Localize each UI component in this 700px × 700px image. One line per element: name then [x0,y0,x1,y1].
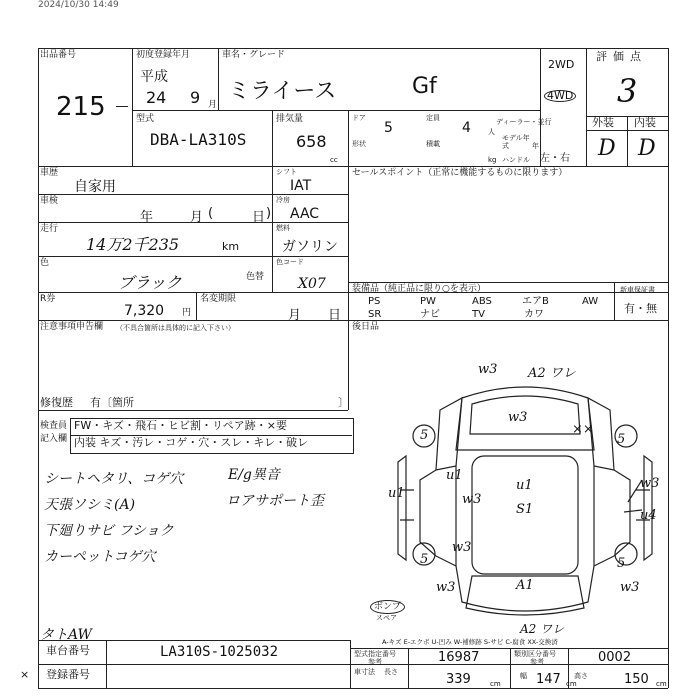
divider [348,110,349,166]
mark-w3-mid: w3 [462,492,482,507]
inspection-month: 月 [190,210,204,225]
color-change-label: 色替 [246,272,265,282]
notes-sub: （不具合箇所は具体的に記入下さい） [116,324,235,332]
history-value: 自家用 [74,179,116,195]
damage-legend: A-キズ E-エクボ U-凹み W-補修跡 S-サビ C-腐食 XX-交換済 [382,638,558,646]
inspection-close: ) [266,206,272,221]
mark-u1b: u1 [516,478,533,493]
displacement-value: 658 [296,132,327,151]
inspector-row-2: 内装 キズ・汚レ・コゲ・穴・スレ・キレ・破レ [74,436,309,449]
equip-aw: AW [582,296,599,307]
class-no-label: 類別区分番号 [514,650,556,658]
timestamp: 2024/10/30 14:49 [38,0,119,10]
dims-label: 車寸法 [354,668,375,676]
divider [132,48,133,166]
divider [132,110,540,111]
sales-point-label: セールスポイント（正常に機能するものに限ります） [352,168,568,178]
type-no-sub: 参考 [368,658,382,666]
divider [38,640,350,641]
recycle-value: 7,320 [124,303,165,319]
mark-bumper: ボンプ [370,600,405,614]
after-label: 後日品 [352,322,380,332]
width-unit: cm [566,680,577,688]
divider [510,648,511,688]
interior-grade: D [638,136,656,161]
mark-spare: スペア [376,614,397,622]
side-mark: × [20,668,30,681]
name-change-month: 月 [288,308,302,323]
divider [614,282,615,320]
name-change-day: 日 [328,308,342,323]
divider [350,648,668,649]
mark-u4: u4 [640,508,657,523]
handle-value: 左・右 [540,153,570,164]
divider [272,110,273,166]
width-label: 幅 [520,672,527,680]
exterior-label: 外装 [592,116,614,129]
model-value: DBA-LA310S [150,130,247,149]
interior-label: 内装 [634,116,656,129]
recycle-label: R券 [40,294,56,304]
mark-w3-hood: w3 [508,410,528,425]
equip-pw: PW [420,296,436,307]
divider [350,640,351,688]
left-border [38,48,39,688]
equipment-label: 装備品（純正品に限り○を表示） [352,284,486,294]
equip-airbag: エアB [522,296,549,307]
mark-s1: S1 [516,502,534,517]
length-unit: cm [490,680,501,688]
doors-label: ドア [352,114,366,122]
height-label: 高さ [574,672,588,680]
ac-label: 冷房 [276,196,290,204]
first-reg-year: 24 [146,88,167,107]
comment-1: シートヘタリ、コゲ穴 [44,471,184,487]
mark-w3-right: w3 [640,476,660,491]
shift-value: IAT [290,178,312,194]
color-code: X07 [298,276,326,292]
warranty-label: 新車保証書 [620,286,655,294]
chassis-label: 車台番号 [46,644,90,657]
mark-w3-br: w3 [620,580,640,595]
ac-value: AAC [290,206,320,222]
color-label: 色 [40,258,50,268]
divider [38,166,668,167]
mileage-value: 14万2千235 [86,235,180,254]
divider [586,48,587,166]
drive-4wd: 4WD [544,90,576,102]
lot-number: 215 [56,92,106,122]
mark-u1-left: u1 [388,486,405,501]
class-no-sub: 参考 [530,658,544,666]
kg-label: kg [488,156,497,164]
repair-close: 〕 [338,396,349,409]
displacement-label: 排気量 [276,114,304,124]
capacity-value: 4 [462,120,471,136]
shift-label: シフト [276,168,297,176]
lot-label: 出品番号 [40,50,77,60]
displacement-unit: cc [330,156,338,164]
comment-right-1: E/g異音 [228,467,280,483]
width-value: 147 [536,672,561,687]
divider [348,282,668,283]
divider [408,648,409,688]
comment-3: 下廻りサビ フショク [44,523,174,539]
inspection-open: ( [208,206,214,221]
evaluation-label: 評価点 [596,50,647,63]
comment-2: 天張ソシミ(A) [44,497,136,513]
first-reg-month: 9 [190,88,201,107]
equip-sr: SR [368,309,382,320]
length-value: 339 [446,672,471,687]
inspector-row-1: FW・キズ・飛石・ヒビ割・リペア跡・×要 [74,419,287,432]
car-grade: Gf [412,74,437,99]
shape-label: 形状 [352,140,366,148]
class-no-value: 0002 [598,650,632,665]
fuel-label: 燃料 [276,224,290,232]
divider [38,320,668,321]
mark-5c: 5 [420,552,429,567]
doors-value: 5 [384,120,393,136]
mark-5a: 5 [420,428,429,443]
color-code-label: 色コード [276,258,304,266]
year-unit: 年 [532,142,539,150]
mark-w3-low: w3 [452,540,472,555]
divider [348,166,349,320]
drive-2wd: 2WD [548,58,575,71]
divider [627,116,628,166]
mileage-label: 走行 [40,224,59,234]
color-value: ブラック [118,273,182,292]
inspection-year: 年 [140,210,154,225]
mark-w3-bl: w3 [436,580,456,595]
exterior-grade: D [598,136,616,161]
first-reg-era: 平成 [140,69,168,85]
history-label: 車歴 [40,168,59,178]
month-unit: 月 [208,100,218,110]
inspection-day: 日 [252,210,266,225]
length-label: 長さ [384,668,398,676]
name-change-label: 名変期限 [200,294,237,304]
model-label: 型式 [136,114,155,124]
mark-5b: 5 [617,432,626,447]
equip-navi: ナビ [420,309,440,320]
divider [38,688,668,689]
divider [196,292,197,320]
comment-4: カーペットコゲ穴 [44,549,156,565]
dealer-label: ディーラー・並行 [496,118,552,126]
chassis-number: LA310S-1025032 [160,644,279,660]
equip-abs: ABS [472,296,492,307]
divider [272,166,273,292]
inspection-label: 車検 [40,196,59,206]
bottom-note: タトAW [40,627,92,643]
recycle-unit: 円 [182,308,192,318]
fuel-value: ガソリン [282,239,338,255]
equip-tv: TV [472,309,485,320]
first-reg-label: 初度登録年月 [136,50,191,60]
mark-xx: ×× [572,422,594,437]
comment-right-2: ロアサポート歪 [226,493,324,509]
height-value: 150 [624,672,649,687]
handle-label: ハンドル [502,156,530,164]
type-no-label: 型式指定番号 [354,650,396,658]
model-year-label: モデル年式 [502,134,530,150]
divider [38,664,668,665]
mark-a2-top: A2 ワレ [528,366,576,381]
mark-5d: 5 [617,556,626,571]
divider [106,640,107,688]
divider [540,48,541,166]
divider [38,256,348,257]
repair-label: 修復歴 [40,396,73,409]
mark-a1: A1 [516,578,534,593]
mark-u1a: u1 [446,468,463,483]
car-name: ミライース [228,79,337,104]
evaluation-score: 3 [617,72,638,110]
divider [38,410,348,411]
car-name-label: 車名・グレード [222,50,286,60]
type-no-value: 16987 [438,650,480,665]
divider [218,48,219,110]
capacity-unit: 人 [488,128,495,136]
capacity-label: 定員 [426,114,440,122]
height-unit: cm [656,680,667,688]
mark-w3-top: w3 [478,362,498,377]
warranty-value: 有・無 [624,302,657,315]
equip-ps: PS [368,296,381,307]
divider [586,130,668,131]
equip-leather: カワ [524,309,544,320]
repair-value: 有〔箇所 [90,396,134,409]
load-label: 積載 [426,140,440,148]
mark-a2-bottom: A2 ワレ [520,622,565,636]
mileage-unit: km [222,240,240,253]
inspector-label-1: 検査員 [40,421,68,431]
registration-label: 登録番号 [46,668,90,681]
notes-label: 注意事項申告欄 [40,322,104,332]
inspector-label-2: 記入欄 [40,434,68,444]
dash [116,106,128,107]
